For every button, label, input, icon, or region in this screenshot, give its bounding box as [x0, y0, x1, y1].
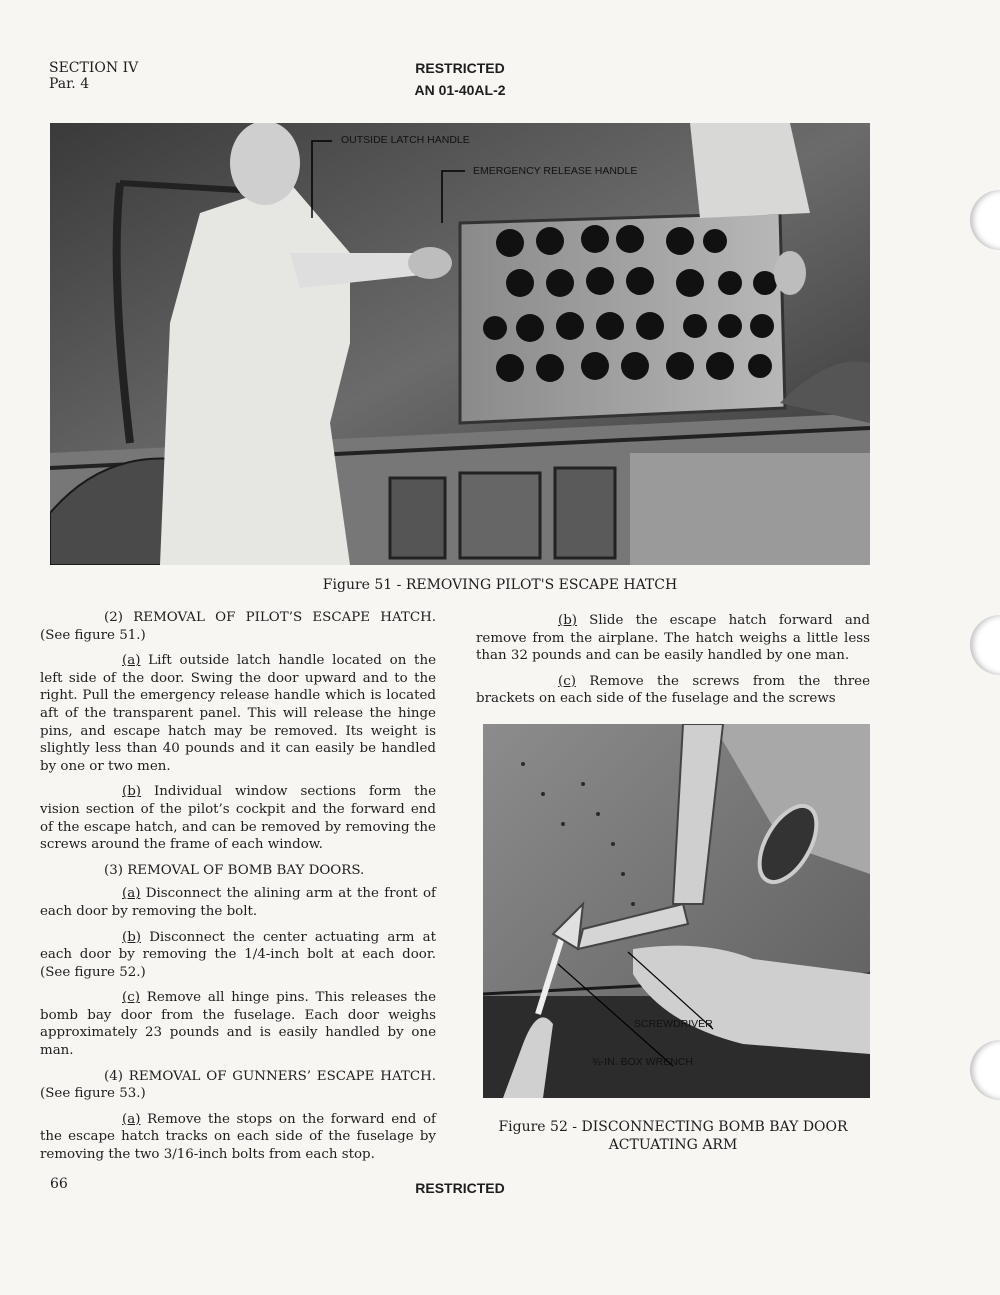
figure-51-photo	[50, 123, 870, 565]
paragraph-text: Disconnect the center actuating arm at each door by removing the 1/4-inch bolt at each door. (See figure 52.)	[40, 929, 436, 980]
figure-52-caption	[476, 1118, 870, 1154]
page-number: 66	[50, 1176, 68, 1192]
paragraph-4c	[476, 673, 870, 708]
figure-52-illustration	[483, 724, 870, 1098]
item-label: (c)	[122, 990, 140, 1006]
document-number: AN 01-40AL-2	[414, 82, 506, 98]
paragraph-text: Remove the screws from the three brackets on each side of the fuselage and the screws	[476, 673, 870, 707]
paragraph-text: Disconnect the alining arm at the front of each door by removing the bolt.	[40, 886, 436, 919]
section-header	[49, 60, 138, 92]
punch-hole	[970, 1040, 1000, 1100]
callout-outside-latch-handle: OUTSIDE LATCH HANDLE	[341, 134, 470, 146]
item-label: (a)	[122, 1111, 141, 1127]
item-label: (b)	[558, 613, 578, 628]
item-label: (b)	[122, 929, 142, 945]
callout-emergency-release-handle: EMERGENCY RELEASE HANDLE	[473, 165, 638, 177]
item-label: (a)	[122, 653, 141, 669]
heading-removal-pilot-escape-hatch: (2) REMOVAL OF PILOT’S ESCAPE HATCH. (See figure 51.)	[40, 610, 436, 643]
punch-hole	[970, 615, 1000, 675]
restricted-label: RESTRICTED	[415, 60, 505, 76]
callout-screwdriver: SCREWDRIVER	[634, 1018, 713, 1030]
callout-box-wrench: ¾-IN. BOX WRENCH	[592, 1056, 693, 1068]
paragraph-2a	[40, 652, 436, 775]
item-label: (b)	[122, 784, 142, 800]
paragraph-label: Par. 4	[49, 76, 90, 92]
right-column	[476, 612, 870, 716]
figure-52-caption-line2: ACTUATING ARM	[608, 1137, 738, 1153]
footer-restricted-label: RESTRICTED	[415, 1180, 505, 1196]
left-column	[40, 609, 436, 1172]
figure-52-photo	[483, 724, 870, 1098]
figure-51-illustration	[50, 123, 870, 565]
paragraph-text: Slide the escape hatch forward and remove from the airplane. The hatch weighs a little less than 32 pounds and can be easily handled by one man.	[476, 613, 870, 664]
paragraph-text: Remove the stops on the forward end of the escape hatch tracks on each side of the fuselage by removing the two 3/16-inch bolts from each stop.	[40, 1111, 436, 1163]
paragraph-3a	[40, 885, 436, 920]
paragraph-2b	[40, 783, 436, 853]
figure-51-caption: Figure 51 - REMOVING PILOT'S ESCAPE HATCH	[322, 577, 678, 593]
heading-removal-gunners-escape-hatch: (4) REMOVAL OF GUNNERS’ ESCAPE HATCH. (See figure 53.)	[40, 1068, 436, 1102]
paragraph-4a	[40, 1111, 436, 1164]
paragraph-3c	[40, 989, 436, 1059]
paragraph-text: Lift outside latch handle located on the left side of the door. Swing the door upward and to the right. Pull the emergency release handle which is located aft of the transparent panel. This will release the hinge pins, and escape hatch may be removed. Its weight is slightly less than 40 pounds and it can easily be handled by one or two men.	[40, 653, 436, 774]
classification-header	[360, 57, 560, 101]
punch-hole	[970, 190, 1000, 250]
figure-52-caption-line1: Figure 52 - DISCONNECTING BOMB BAY DOOR	[498, 1119, 848, 1135]
section-label: SECTION IV	[49, 60, 139, 76]
paragraph-text: Remove all hinge pins. This releases the bomb bay door from the fuselage. Each door weighs approximately 23 pounds and is easily handled by one man.	[40, 990, 436, 1059]
paragraph-4b	[476, 612, 870, 665]
heading-removal-bomb-bay-doors: (3) REMOVAL OF BOMB BAY DOORS.	[104, 862, 365, 878]
paragraph-3b	[40, 929, 436, 982]
item-label: (c)	[558, 673, 576, 689]
paragraph-text: Individual window sections form the vision section of the pilot’s cockpit and the forward end of the escape hatch, and can be removed by removing the screws around the frame of each window.	[40, 784, 436, 853]
item-label: (a)	[122, 886, 141, 902]
